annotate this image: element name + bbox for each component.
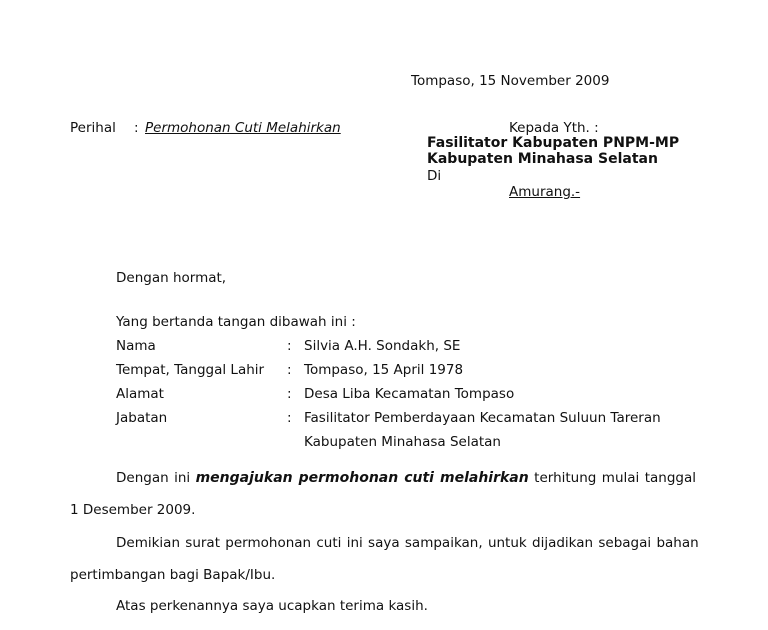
paragraph-2-line-1: Demikian surat permohonan cuti ini saya sampaikan, untuk dijadikan sebagai bahan	[116, 535, 699, 551]
salutation: Dengan hormat,	[116, 270, 227, 286]
field-row-jabatan-cont	[0, 434, 768, 454]
para1-word: terhitung	[534, 470, 597, 486]
closing-line: Atas perkenannya saya ucapkan terima kasih.	[116, 598, 428, 614]
intro-line: Yang bertanda tangan dibawah ini :	[116, 314, 356, 330]
paragraph-1-line-2: 1 Desember 2009.	[70, 502, 196, 518]
field-value-line-2: Kabupaten Minahasa Selatan	[304, 434, 501, 450]
recipient-di: Di	[427, 168, 442, 184]
field-colon: :	[287, 338, 292, 354]
field-row-nama	[0, 338, 768, 358]
field-row-jabatan	[0, 410, 768, 430]
field-label: Nama	[116, 338, 156, 354]
para1-word: mulai	[601, 470, 640, 486]
recipient-place: Amurang.-	[509, 184, 581, 200]
field-colon: :	[287, 386, 292, 402]
recipient-line-1: Fasilitator Kabupaten PNPM-MP	[427, 135, 680, 151]
place-date: Tompaso, 15 November 2009	[411, 73, 610, 89]
field-label: Alamat	[116, 386, 164, 402]
field-label: Tempat, Tanggal Lahir	[116, 362, 265, 378]
field-row-ttl	[0, 362, 768, 382]
paragraph-2-line-2: pertimbangan bagi Bapak/Ibu.	[70, 567, 276, 583]
para1-emphasis: mengajukan permohonan cuti melahirkan	[195, 470, 529, 486]
field-label: Jabatan	[116, 410, 168, 426]
field-value: Silvia A.H. Sondakh, SE	[304, 338, 461, 354]
recipient-kepada: Kepada Yth. :	[509, 120, 599, 136]
perihal-value: Permohonan Cuti Melahirkan	[145, 120, 341, 136]
field-value: Tompaso, 15 April 1978	[304, 362, 464, 378]
field-value: Desa Liba Kecamatan Tompaso	[304, 386, 515, 402]
para1-lead: Dengan ini	[116, 470, 191, 486]
perihal-colon: :	[134, 120, 139, 136]
para1-word: tanggal	[644, 470, 697, 486]
perihal-label: Perihal	[70, 120, 116, 136]
field-value: Fasilitator Pemberdayaan Kecamatan Suluun Tareran	[304, 410, 661, 426]
field-row-alamat	[0, 386, 768, 406]
field-colon: :	[287, 362, 292, 378]
paragraph-1-line-1	[116, 470, 696, 486]
field-colon: :	[287, 410, 292, 426]
recipient-line-2: Kabupaten Minahasa Selatan	[427, 151, 658, 167]
